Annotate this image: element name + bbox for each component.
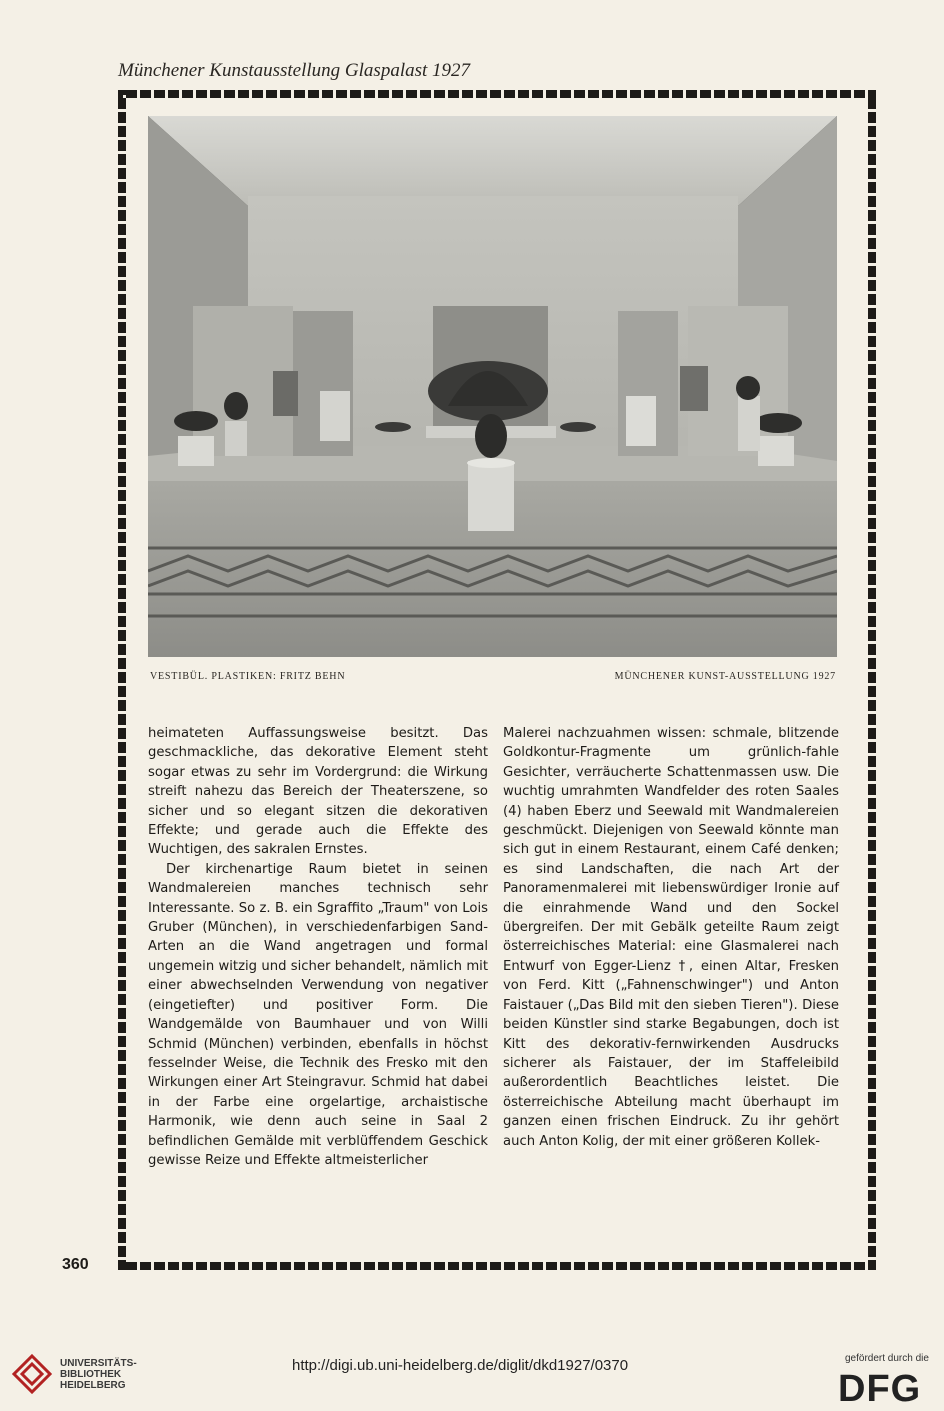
funded-by-label: gefördert durch die: [845, 1353, 929, 1364]
library-name: UNIVERSITÄTS- BIBLIOTHEK HEIDELBERG: [60, 1357, 137, 1391]
paragraph: Der kirchenartige Raum bietet in seinen Wandmalereien manches technisch sehr Interessante. So z. B. ein Sgraffito „Traum" von Lois Gruber (München), in verschiedenfarbigen Sand-Arten an die Wand angetragen und formal ungemein witzig und sicher behandelt, nämlich mit einer abwechselnden Verwendung von negativer (eingetiefter) und positiver Form. Die Wandgemälde von Baumhauer und von Willi Schmid (München) verbinden, ebenfalls in höchst fesselnder Weise, die Technik des Fresko mit den Wirkungen einer Art Steingravur. Schmid hat dabei in der Farbe eine orgelartige, archaistische Harmonik, wie denn auch seine in Saal 2 befindlichen Gemälde mit verblüffendem Geschick gewisse Reize und Effekte altmeisterlicher: [148, 861, 488, 1168]
running-title: Münchener Kunstausstellung Glaspalast 1927: [118, 60, 471, 81]
text-column-left: [148, 724, 488, 1170]
dfg-logo[interactable]: DFG: [838, 1368, 922, 1410]
page-number: 360: [62, 1256, 89, 1273]
permalink-url[interactable]: http://digi.ub.uni-heidelberg.de/diglit/dkd1927/0370: [292, 1357, 629, 1374]
photo-credit: MÜNCHENER KUNST-AUSSTELLUNG 1927: [614, 671, 836, 682]
photo-caption: VESTIBÜL. PLASTIKEN: FRITZ BEHN: [150, 671, 346, 682]
vestibule-photo-drawing: [148, 116, 837, 657]
library-emblem-icon: [12, 1354, 52, 1394]
library-logo[interactable]: [12, 1354, 137, 1394]
text-column-right: [503, 724, 839, 1151]
exhibition-photo: [148, 116, 837, 657]
paragraph: Malerei nachzuahmen wissen: schmale, blitzende Goldkontur-Fragmente um grünlich-fahle Gesichter, verräucherte Schattenmassen usw. Die wuchtig umrahmten Wandfelder des roten Saales (4) haben Eberz und Seewald mit Wandmalereien geschmückt. Diejenigen von Seewald könnte man sich gut in einem Restaurant, einem Café denken; es sind Landschaften, die nach Art der Panoramenmalerei mit liebenswürdiger Ironie auf die einrahmende Wand und den Sockel übergreifen. Der mit Gebälk geteilte Raum zeigt österreichisches Material: eine Glasmalerei nach Entwurf von Egger-Lienz †, einen Altar, Fresken von Ferd. Kitt („Fahnenschwinger") und Anton Faistauer („Das Bild mit den sieben Tieren"). Diese beiden Künstler sind starke Begabungen, doch ist Kitt des dekorativ-fernwirkenden Ausdrucks sicherer als Faistauer, der im Staffeleibild außerordentlich Beachtliches leistet. Die österreichische Abteilung macht überhaupt im ganzen einen frischen Eindruck. Zu ihr gehört auch Anton Kolig, der mit einer größeren Kollek-: [503, 726, 839, 1149]
paragraph: heimateten Auffassungsweise besitzt. Das geschmackliche, das dekorative Element steht sogar etwas zu sehr im Vordergrund: die Wirkung streift nahezu das Bereich der Theaterszene, so sicher und so elegant sitzen die dekorativen Effekte; und gerade auch die Effekte des Wuchtigen, des sakralen Ernstes.: [148, 726, 488, 858]
